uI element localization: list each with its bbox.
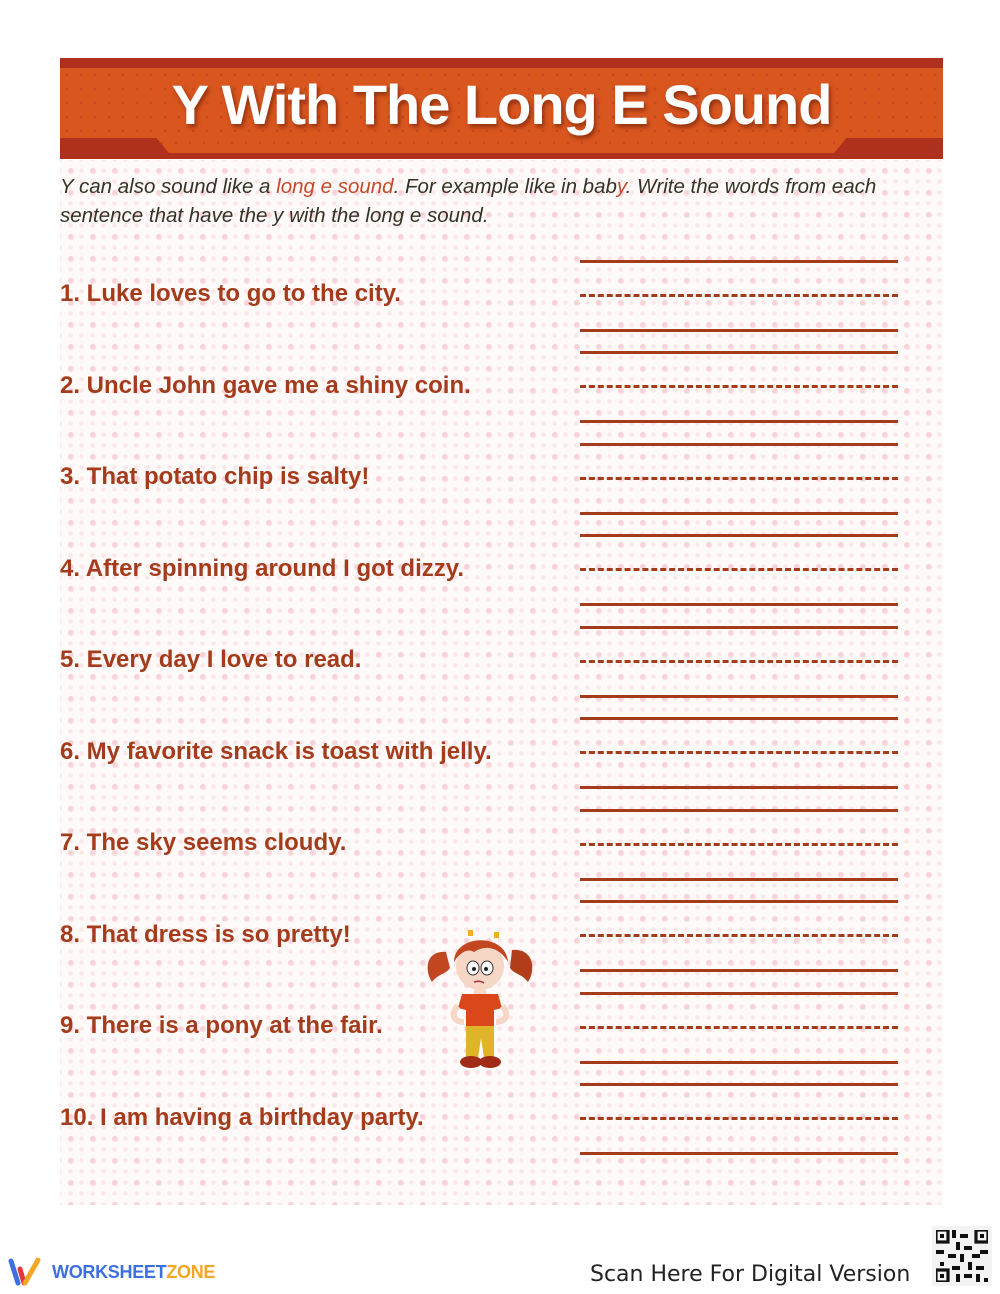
answer-line-8-mid[interactable] (580, 934, 898, 937)
answer-line-5-bottom[interactable] (580, 695, 898, 698)
worksheet-zone-logo-icon (8, 1257, 46, 1287)
answer-line-6-mid[interactable] (580, 751, 898, 754)
answer-line-2-mid[interactable] (580, 385, 898, 388)
answer-line-3-top[interactable] (580, 443, 898, 446)
answer-line-1-bottom[interactable] (580, 329, 898, 332)
answer-line-10-bottom[interactable] (580, 1152, 898, 1155)
answer-line-3-mid[interactable] (580, 477, 898, 480)
sentence-8: 8. That dress is so pretty! (60, 921, 351, 948)
answer-line-3-bottom[interactable] (580, 512, 898, 515)
sentence-7: 7. The sky seems cloudy. (60, 829, 347, 856)
answer-line-2-top[interactable] (580, 351, 898, 354)
answer-line-10-top[interactable] (580, 1083, 898, 1086)
answer-line-1-top[interactable] (580, 260, 898, 263)
answer-line-5-top[interactable] (580, 626, 898, 629)
sentence-4: 4. After spinning around I got dizzy. (60, 555, 464, 582)
sentence-5: 5. Every day I love to read. (60, 646, 362, 673)
answer-line-4-mid[interactable] (580, 568, 898, 571)
highlight-long-e: long e sound (276, 175, 394, 198)
answer-line-5-mid[interactable] (580, 660, 898, 663)
sentence-1: 1. Luke loves to go to the city. (60, 280, 401, 307)
highlight-y: y (616, 175, 626, 198)
scan-label: Scan Here For Digital Version (590, 1262, 911, 1287)
page-title: Y With The Long E Sound (171, 73, 832, 136)
answer-line-1-mid[interactable] (580, 294, 898, 297)
cartoon-girl-icon (424, 922, 536, 1072)
qr-code-icon[interactable] (932, 1226, 992, 1286)
sentence-9: 9. There is a pony at the fair. (60, 1012, 383, 1039)
worksheet-zone-logo[interactable]: WORKSHEETZONE (8, 1257, 215, 1287)
answer-line-7-mid[interactable] (580, 843, 898, 846)
title-banner (60, 58, 943, 159)
answer-line-9-top[interactable] (580, 992, 898, 995)
answer-line-9-mid[interactable] (580, 1026, 898, 1029)
answer-line-7-bottom[interactable] (580, 878, 898, 881)
answer-line-6-bottom[interactable] (580, 786, 898, 789)
answer-line-2-bottom[interactable] (580, 420, 898, 423)
answer-line-8-bottom[interactable] (580, 969, 898, 972)
sentence-6: 6. My favorite snack is toast with jelly. (60, 738, 492, 765)
answer-line-8-top[interactable] (580, 900, 898, 903)
answer-line-9-bottom[interactable] (580, 1061, 898, 1064)
answer-line-6-top[interactable] (580, 717, 898, 720)
answer-line-10-mid[interactable] (580, 1117, 898, 1120)
answer-line-4-top[interactable] (580, 534, 898, 537)
sentence-2: 2. Uncle John gave me a shiny coin. (60, 372, 471, 399)
instructions: Y can also sound like a long e sound. For example like in baby. Write the words from each sentence that have the y with the long e sound. (60, 175, 877, 227)
sentence-10: 10. I am having a birthday party. (60, 1104, 424, 1131)
answer-line-4-bottom[interactable] (580, 603, 898, 606)
answer-line-7-top[interactable] (580, 809, 898, 812)
sentence-3: 3. That potato chip is salty! (60, 463, 370, 490)
